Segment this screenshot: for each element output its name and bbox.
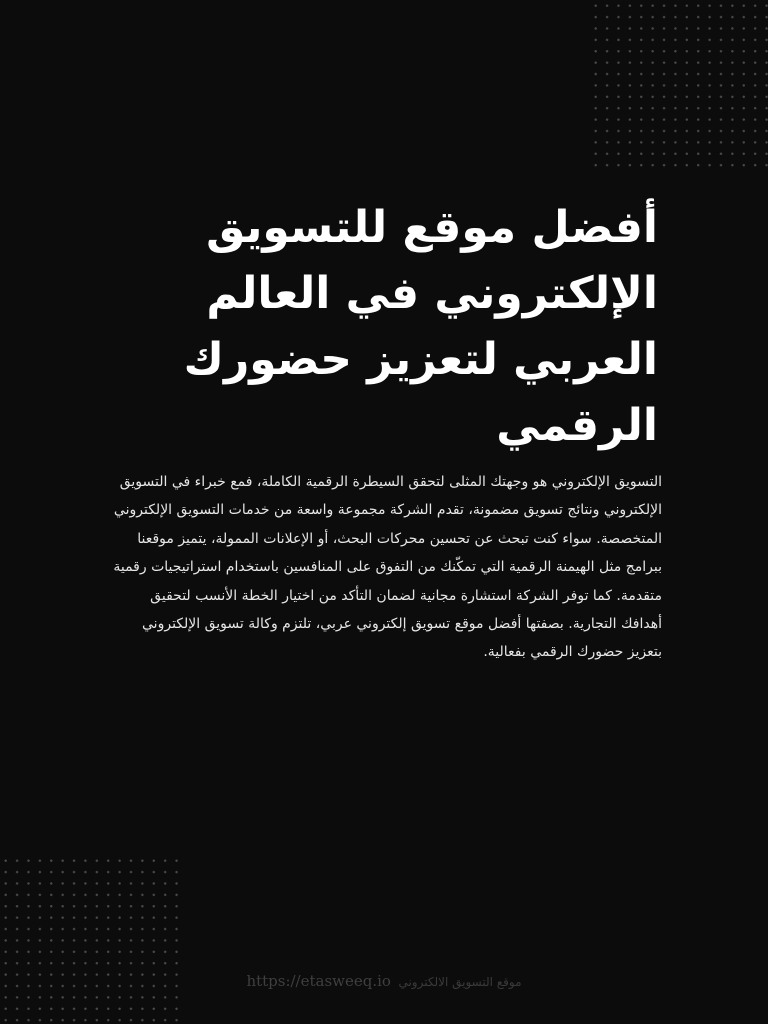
headline: أفضل موقع للتسويق الإلكتروني في العالم العربي لتعزيز حضورك الرقمي [183, 202, 658, 451]
footer [0, 972, 768, 991]
dot-pattern-top-right [590, 0, 768, 168]
dot-pattern-bottom-left [0, 855, 182, 1024]
footer-label: موقع التسويق الالكتروني [398, 975, 522, 989]
body-paragraph: التسويق الإلكتروني هو وجهتك المثلى لتحقق السيطرة الرقمية الكاملة، فمع خبراء في التسويق الإلكتروني ونتائج تسويق مضمونة، تقدم الشركة مجموعة واسعة من خدمات التسويق الإلكتروني المتخصصة. سواء كنت تبحث عن تحسين محركات البحث، أو الإعلانات الممولة، يتميز موقعنا ببرامج مثل الهيمنة الرقمية التي تمكّنك من التفوق على المنافسين باستخدام استراتيجيات رقمية متقدمة. كما توفر الشركة استشارة مجانية لضمان التأكد من اختيار الخطة الأنسب لتحقيق أهدافك التجارية. بصفتها أفضل موقع تسويق إلكتروني عربي، تلتزم وكالة تسويق الإلكتروني بتعزيز حضورك الرقمي بفعالية. [113, 474, 662, 661]
footer-url[interactable]: https://etasweeq.io [246, 972, 391, 990]
